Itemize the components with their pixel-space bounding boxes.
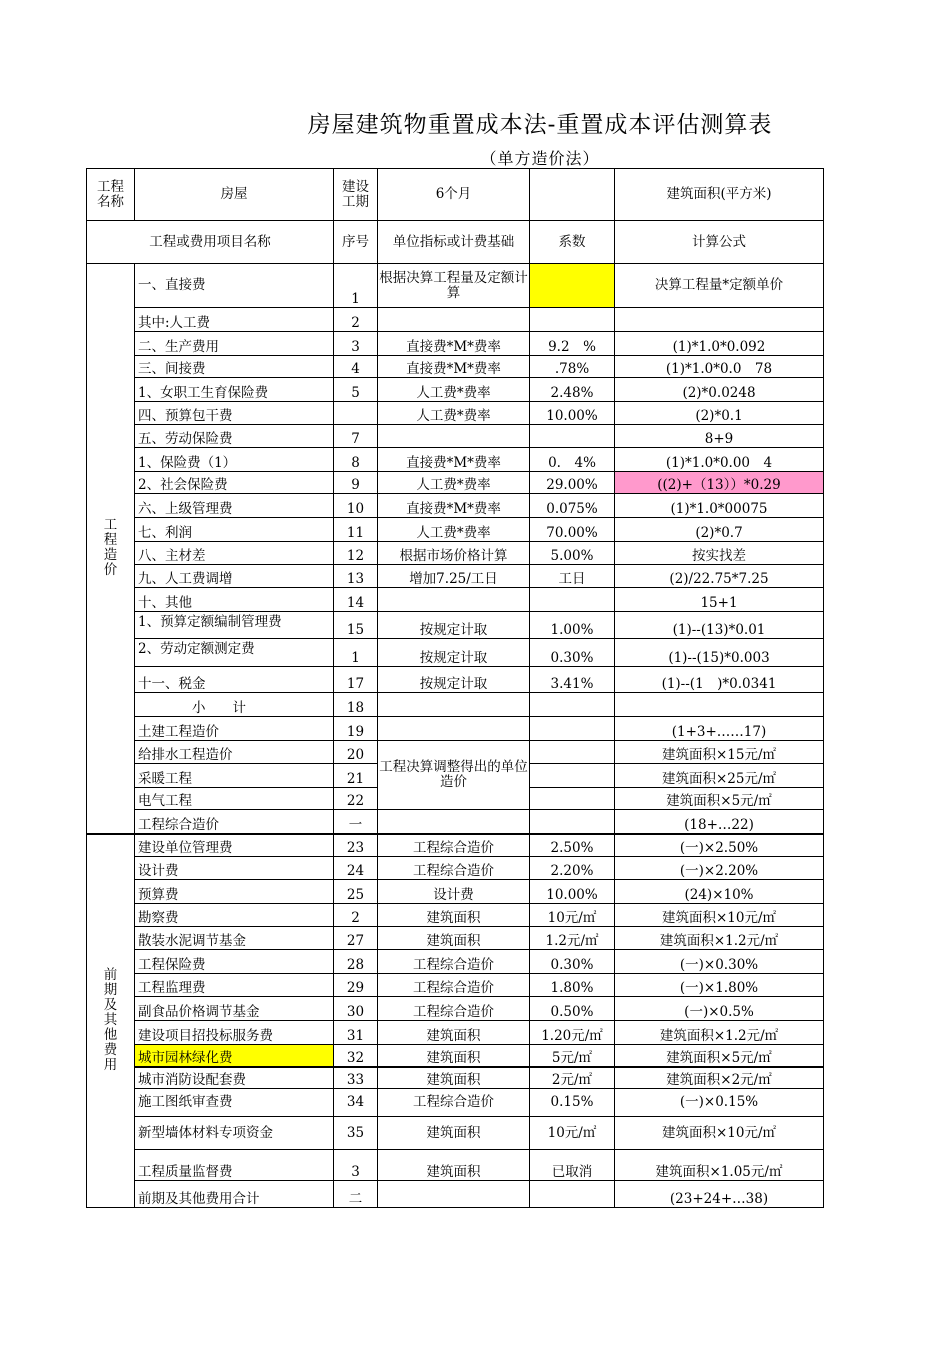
item-name-cell[interactable]: 建设项目招投标服务费 (135, 1021, 334, 1045)
coef-cell[interactable]: 10元/㎡ (530, 904, 615, 927)
coef-cell[interactable]: 2.50% (530, 834, 615, 857)
formula-cell[interactable]: 建筑面积×25元/㎡ (615, 764, 824, 788)
seq-cell[interactable]: 27 (334, 927, 378, 950)
item-name-cell[interactable]: 电气工程 (135, 788, 334, 810)
item-name-cell[interactable]: 工程保险费 (135, 950, 334, 974)
table-row (87, 693, 824, 717)
project-name-label: 工程 名称 (87, 169, 135, 221)
seq-cell[interactable]: 一 (334, 810, 378, 834)
table-row (87, 950, 824, 974)
basis-cell[interactable]: 工程综合造价 (378, 1089, 530, 1117)
table-row (87, 717, 824, 741)
item-name-cell[interactable]: 给排水工程造价 (135, 741, 334, 764)
table-row (87, 612, 824, 639)
item-name-cell[interactable]: 1、保险费（1） (135, 448, 334, 472)
coef-cell[interactable]: 0.30% (530, 950, 615, 974)
coef-cell[interactable] (530, 1181, 615, 1208)
basis-cell[interactable]: 人工费*费率 (378, 472, 530, 494)
table-row (87, 264, 824, 308)
formula-cell[interactable]: 建筑面积×1.2元/㎡ (615, 927, 824, 950)
item-name-cell[interactable]: 三、间接费 (135, 356, 334, 378)
formula-cell[interactable]: (一)×0.5% (615, 997, 824, 1021)
coef-cell[interactable]: 9.2 % (530, 332, 615, 356)
basis-cell[interactable]: 根据决算工程量及定额计算 (378, 264, 530, 308)
coef-cell[interactable]: 1.80% (530, 974, 615, 997)
table-row (87, 308, 824, 332)
seq-cell[interactable]: 二 (334, 1181, 378, 1208)
item-name-cell[interactable]: 一、直接费 (135, 264, 334, 308)
seq-cell[interactable]: 7 (334, 425, 378, 448)
item-name-cell[interactable]: 1、预算定额编制管理费 (135, 612, 334, 639)
table-row (87, 810, 824, 834)
table-row (87, 518, 824, 542)
item-name-cell[interactable]: 设计费 (135, 857, 334, 880)
table-row (87, 425, 824, 448)
table-row (87, 1150, 824, 1181)
basis-cell[interactable]: 增加7.25/工日 (378, 565, 530, 588)
table-row (87, 332, 824, 356)
item-name-cell[interactable]: 建设单位管理费 (135, 834, 334, 857)
seq-cell[interactable]: 1 (334, 639, 378, 667)
item-name-cell[interactable]: 九、人工费调增 (135, 565, 334, 588)
seq-cell[interactable]: 15 (334, 612, 378, 639)
basis-cell[interactable] (378, 425, 530, 448)
basis-cell[interactable]: 人工费*费率 (378, 402, 530, 425)
basis-cell[interactable]: 人工费*费率 (378, 518, 530, 542)
table-row (87, 1045, 824, 1067)
seq-cell[interactable]: 19 (334, 717, 378, 741)
table-row (87, 1181, 824, 1208)
coef-cell[interactable]: 0.15% (530, 1089, 615, 1117)
area-label: 建筑面积(平方米) (615, 169, 824, 221)
seq-cell[interactable]: 5 (334, 378, 378, 402)
coef-cell[interactable]: 工日 (530, 565, 615, 588)
coef-cell[interactable]: 2元/㎡ (530, 1067, 615, 1089)
seq-cell[interactable]: 20 (334, 741, 378, 764)
basis-cell[interactable]: 人工费*费率 (378, 378, 530, 402)
formula-cell[interactable] (615, 308, 824, 332)
basis-cell[interactable] (378, 588, 530, 612)
coef-cell[interactable]: 2.20% (530, 857, 615, 880)
coef-cell[interactable]: 29.00% (530, 472, 615, 494)
table-row (87, 565, 824, 588)
basis-cell[interactable] (378, 810, 530, 834)
item-name-cell[interactable]: 其中:人工费 (135, 308, 334, 332)
item-name-cell[interactable]: 1、女职工生育保险费 (135, 378, 334, 402)
formula-cell[interactable]: (1)--(13)*0.01 (615, 612, 824, 639)
seq-cell[interactable]: 3 (334, 1150, 378, 1181)
coef-cell[interactable]: 0. 4% (530, 448, 615, 472)
table-row (87, 857, 824, 880)
coef-cell[interactable]: .78% (530, 356, 615, 378)
sheet-title: 房屋建筑物重置成本法-重置成本评估测算表 (307, 112, 773, 138)
formula-cell[interactable]: 建筑面积×15元/㎡ (615, 741, 824, 764)
basis-cell[interactable]: 按规定计取 (378, 612, 530, 639)
formula-cell[interactable]: (2)*0.1 (615, 402, 824, 425)
basis-cell[interactable]: 建筑面积 (378, 1117, 530, 1150)
table-row (87, 402, 824, 425)
coef-cell[interactable] (530, 264, 615, 308)
coef-cell[interactable]: 1.00% (530, 612, 615, 639)
basis-cell[interactable]: 工程综合造价 (378, 857, 530, 880)
table-row (87, 448, 824, 472)
seq-cell[interactable]: 22 (334, 788, 378, 810)
table-row (87, 1067, 824, 1089)
basis-cell[interactable]: 工程综合造价 (378, 834, 530, 857)
basis-cell[interactable]: 直接费*M*费率 (378, 356, 530, 378)
table-row (87, 639, 824, 667)
basis-cell[interactable] (378, 1181, 530, 1208)
formula-cell[interactable]: 建筑面积×5元/㎡ (615, 1045, 824, 1067)
table-row (87, 927, 824, 950)
formula-cell[interactable]: (1)*1.0*0.092 (615, 332, 824, 356)
group-label-other: 前 期 及 其 他 费 用 (87, 834, 135, 1208)
coef-cell[interactable] (530, 741, 615, 764)
col-item-name: 工程或费用项目名称 (87, 221, 334, 264)
seq-cell[interactable]: 29 (334, 974, 378, 997)
coef-cell[interactable]: 2.48% (530, 378, 615, 402)
formula-cell[interactable]: (一)×2.50% (615, 834, 824, 857)
table-row (87, 667, 824, 693)
basis-cell[interactable]: 工程综合造价 (378, 974, 530, 997)
formula-cell[interactable]: 15+1 (615, 588, 824, 612)
seq-cell[interactable]: 13 (334, 565, 378, 588)
seq-cell[interactable]: 9 (334, 472, 378, 494)
basis-cell[interactable] (378, 717, 530, 741)
table-row (87, 1117, 824, 1150)
table-row (87, 904, 824, 927)
item-name-cell[interactable]: 小 计 (135, 693, 334, 717)
item-name-cell[interactable]: 六、上级管理费 (135, 494, 334, 518)
formula-cell[interactable]: (1+3+……17) (615, 717, 824, 741)
item-name-cell[interactable]: 勘察费 (135, 904, 334, 927)
formula-cell[interactable]: (1)*1.0*0.00 4 (615, 448, 824, 472)
col-basis: 单位指标或计费基础 (378, 221, 530, 264)
period-value[interactable]: 6个月 (378, 169, 530, 221)
formula-cell[interactable]: 建筑面积×1.2元/㎡ (615, 1021, 824, 1045)
coef-cell[interactable] (530, 425, 615, 448)
seq-cell[interactable]: 17 (334, 667, 378, 693)
seq-cell[interactable] (334, 402, 378, 425)
basis-cell[interactable]: 建筑面积 (378, 1150, 530, 1181)
formula-cell[interactable]: 决算工程量*定额单价 (615, 264, 824, 308)
item-name-cell[interactable]: 工程综合造价 (135, 810, 334, 834)
table-row (87, 542, 824, 565)
basis-cell[interactable]: 建筑面积 (378, 1021, 530, 1045)
coef-cell[interactable]: 70.00% (530, 518, 615, 542)
item-name-cell[interactable]: 工程监理费 (135, 974, 334, 997)
formula-cell[interactable]: (2)*0.0248 (615, 378, 824, 402)
formula-cell[interactable]: (1)*1.0*00075 (615, 494, 824, 518)
formula-cell[interactable]: 按实找差 (615, 542, 824, 565)
formula-cell[interactable]: (2)*0.7 (615, 518, 824, 542)
basis-cell[interactable]: 建筑面积 (378, 927, 530, 950)
item-name-cell[interactable]: 八、主材差 (135, 542, 334, 565)
seq-cell[interactable]: 1 (334, 264, 378, 308)
item-name-cell[interactable]: 2、社会保险费 (135, 472, 334, 494)
coef-cell[interactable]: 已取消 (530, 1150, 615, 1181)
basis-cell[interactable] (378, 308, 530, 332)
coef-cell[interactable]: 0.075% (530, 494, 615, 518)
coef-cell[interactable]: 5.00% (530, 542, 615, 565)
basis-cell[interactable]: 工程决算调整得出的单位造价 (378, 741, 530, 810)
basis-cell[interactable]: 建筑面积 (378, 1045, 530, 1067)
table-row (87, 588, 824, 612)
item-name-cell[interactable]: 施工图纸审查费 (135, 1089, 334, 1117)
coef-cell[interactable] (530, 788, 615, 810)
formula-cell[interactable]: (18+…22) (615, 810, 824, 834)
formula-cell[interactable]: 8+9 (615, 425, 824, 448)
formula-cell[interactable]: 建筑面积×2元/㎡ (615, 1067, 824, 1089)
header-row-1 (87, 169, 824, 221)
formula-cell[interactable]: (23+24+…38) (615, 1181, 824, 1208)
basis-cell[interactable]: 工程综合造价 (378, 997, 530, 1021)
item-name-cell[interactable]: 十一、税金 (135, 667, 334, 693)
seq-cell[interactable]: 10 (334, 494, 378, 518)
basis-cell[interactable]: 按规定计取 (378, 667, 530, 693)
coef-cell[interactable]: 0.30% (530, 639, 615, 667)
coef-cell[interactable] (530, 308, 615, 332)
basis-cell[interactable]: 工程综合造价 (378, 950, 530, 974)
table-row (87, 472, 824, 494)
table-row (87, 356, 824, 378)
seq-cell[interactable]: 12 (334, 542, 378, 565)
formula-cell[interactable]: (一)×2.20% (615, 857, 824, 880)
col-coef: 系数 (530, 221, 615, 264)
basis-cell[interactable]: 直接费*M*费率 (378, 448, 530, 472)
table-row (87, 834, 824, 857)
formula-cell[interactable]: (一)×0.15% (615, 1089, 824, 1117)
formula-cell[interactable] (615, 693, 824, 717)
item-name-cell[interactable]: 前期及其他费用合计 (135, 1181, 334, 1208)
item-name-cell[interactable]: 土建工程造价 (135, 717, 334, 741)
col-seq: 序号 (334, 221, 378, 264)
item-name-cell[interactable]: 采暖工程 (135, 764, 334, 788)
item-name-cell[interactable]: 预算费 (135, 880, 334, 904)
coef-cell[interactable]: 10.00% (530, 880, 615, 904)
formula-cell[interactable]: 建筑面积×10元/㎡ (615, 904, 824, 927)
seq-cell[interactable]: 34 (334, 1089, 378, 1117)
seq-cell[interactable]: 8 (334, 448, 378, 472)
item-name-cell[interactable]: 五、劳动保险费 (135, 425, 334, 448)
item-name-cell[interactable]: 2、劳动定额测定费 (135, 639, 334, 667)
item-name-cell[interactable]: 副食品价格调节基金 (135, 997, 334, 1021)
coef-cell[interactable] (530, 717, 615, 741)
seq-cell[interactable]: 32 (334, 1045, 378, 1067)
seq-cell[interactable]: 33 (334, 1067, 378, 1089)
formula-cell[interactable]: (1)--(1 )*0.0341 (615, 667, 824, 693)
group-label-cost: 工 程 造 价 (87, 264, 135, 834)
formula-cell[interactable]: (2)/22.75*7.25 (615, 565, 824, 588)
seq-cell[interactable]: 4 (334, 356, 378, 378)
table-row (87, 974, 824, 997)
formula-cell[interactable]: (24)×10% (615, 880, 824, 904)
sheet-subtitle: （单方造价法） (480, 149, 600, 168)
formula-cell[interactable]: (一)×0.30% (615, 950, 824, 974)
seq-cell[interactable]: 31 (334, 1021, 378, 1045)
seq-cell[interactable]: 21 (334, 764, 378, 788)
item-name-cell[interactable]: 十、其他 (135, 588, 334, 612)
coef-cell[interactable] (530, 693, 615, 717)
basis-cell[interactable]: 根据市场价格计算 (378, 542, 530, 565)
basis-cell[interactable]: 建筑面积 (378, 904, 530, 927)
seq-cell[interactable]: 28 (334, 950, 378, 974)
formula-cell[interactable]: (一)×1.80% (615, 974, 824, 997)
basis-cell[interactable]: 直接费*M*费率 (378, 494, 530, 518)
coef-cell[interactable]: 10.00% (530, 402, 615, 425)
area-value-cell[interactable] (530, 169, 615, 221)
coef-cell[interactable]: 5元/㎡ (530, 1045, 615, 1067)
table-row (87, 1089, 824, 1117)
seq-cell[interactable]: 35 (334, 1117, 378, 1150)
seq-cell[interactable]: 2 (334, 904, 378, 927)
basis-cell[interactable]: 设计费 (378, 880, 530, 904)
table-row (87, 378, 824, 402)
seq-cell[interactable]: 3 (334, 332, 378, 356)
coef-cell[interactable] (530, 588, 615, 612)
formula-cell[interactable]: ((2)+（13））*0.29 (615, 472, 824, 494)
item-name-cell[interactable]: 工程质量监督费 (135, 1150, 334, 1181)
coef-cell[interactable]: 0.50% (530, 997, 615, 1021)
item-name-cell[interactable]: 四、预算包干费 (135, 402, 334, 425)
cost-estimate-table (86, 168, 824, 1208)
coef-cell[interactable] (530, 810, 615, 834)
formula-cell[interactable]: 建筑面积×5元/㎡ (615, 788, 824, 810)
item-name-cell[interactable]: 散装水泥调节基金 (135, 927, 334, 950)
table-row (87, 741, 824, 764)
table-row (87, 494, 824, 518)
period-label: 建设 工期 (334, 169, 378, 221)
formula-cell[interactable]: (1)*1.0*0.0 78 (615, 356, 824, 378)
seq-cell[interactable]: 11 (334, 518, 378, 542)
seq-cell[interactable]: 2 (334, 308, 378, 332)
table-row (87, 997, 824, 1021)
formula-cell[interactable]: 建筑面积×10元/㎡ (615, 1117, 824, 1150)
seq-cell[interactable]: 30 (334, 997, 378, 1021)
project-name-value[interactable]: 房屋 (135, 169, 334, 221)
coef-cell[interactable]: 3.41% (530, 667, 615, 693)
formula-cell[interactable]: (1)--(15)*0.003 (615, 639, 824, 667)
coef-cell[interactable]: 1.2元/㎡ (530, 927, 615, 950)
item-name-cell[interactable]: 新型墙体材料专项资金 (135, 1117, 334, 1150)
item-name-cell[interactable]: 城市园林绿化费 (135, 1045, 334, 1067)
basis-cell[interactable] (378, 693, 530, 717)
item-name-cell[interactable]: 七、利润 (135, 518, 334, 542)
table-row (87, 1021, 824, 1045)
coef-cell[interactable]: 1.20元/㎡ (530, 1021, 615, 1045)
seq-cell[interactable]: 18 (334, 693, 378, 717)
seq-cell[interactable]: 14 (334, 588, 378, 612)
table-row (87, 880, 824, 904)
basis-cell[interactable]: 按规定计取 (378, 639, 530, 667)
formula-cell[interactable]: 建筑面积×1.05元/㎡ (615, 1150, 824, 1181)
seq-cell[interactable]: 23 (334, 834, 378, 857)
seq-cell[interactable]: 25 (334, 880, 378, 904)
basis-cell[interactable]: 建筑面积 (378, 1067, 530, 1089)
coef-cell[interactable] (530, 764, 615, 788)
item-name-cell[interactable]: 二、生产费用 (135, 332, 334, 356)
header-row-2 (87, 221, 824, 264)
coef-cell[interactable]: 10元/㎡ (530, 1117, 615, 1150)
basis-cell[interactable]: 直接费*M*费率 (378, 332, 530, 356)
seq-cell[interactable]: 24 (334, 857, 378, 880)
item-name-cell[interactable]: 城市消防设配套费 (135, 1067, 334, 1089)
col-formula: 计算公式 (615, 221, 824, 264)
